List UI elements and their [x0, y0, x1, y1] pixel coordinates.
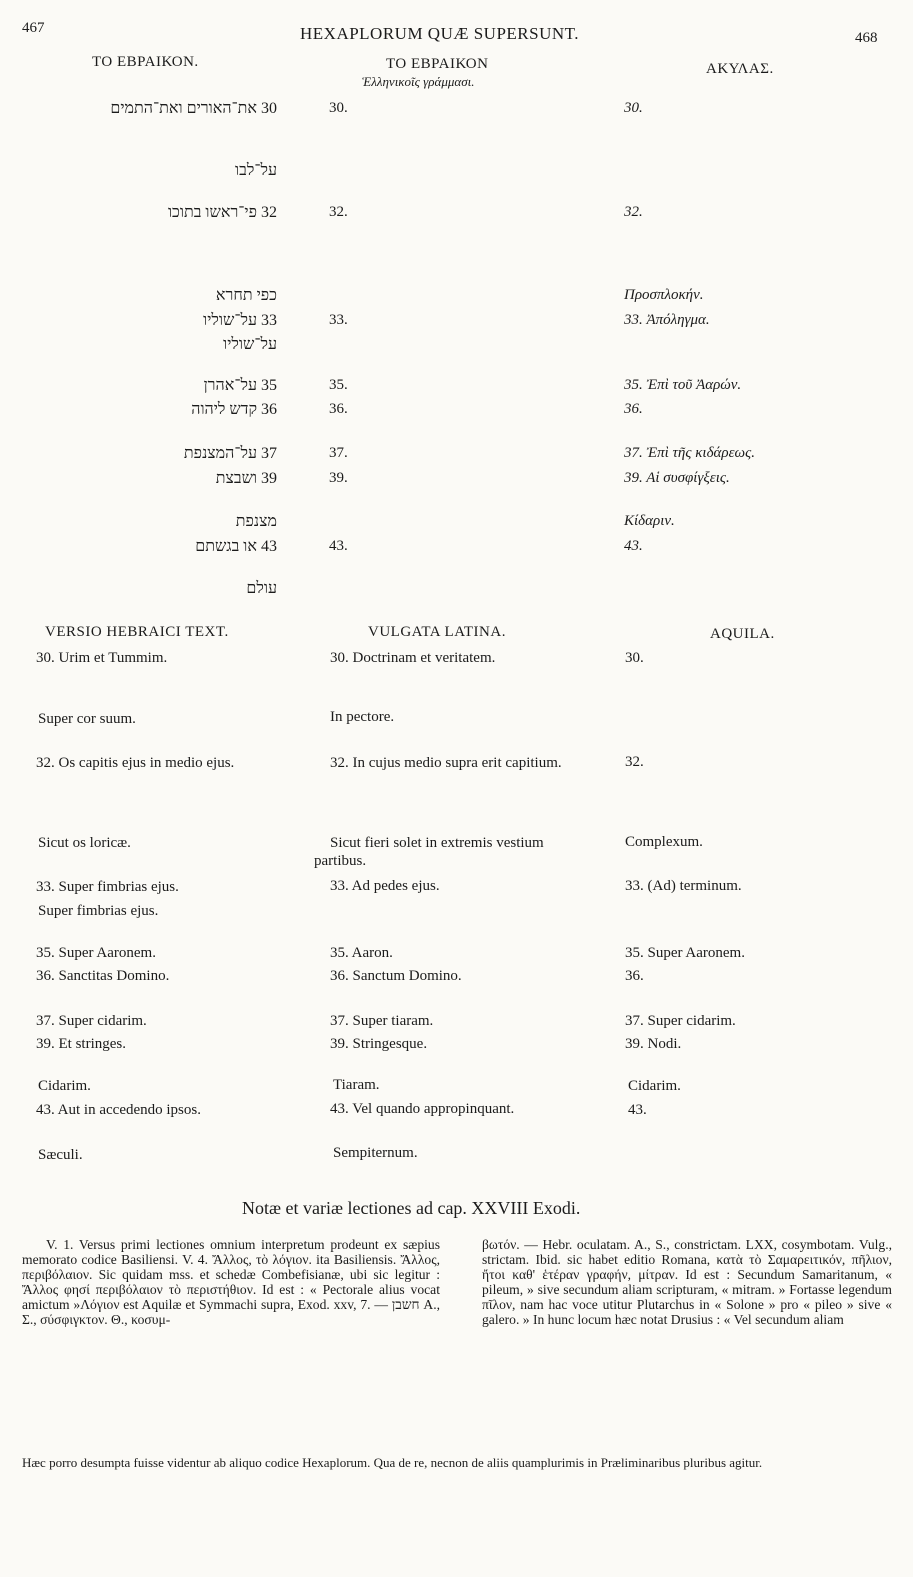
footnote: Hæc porro desumpta fuisse videntur ab aliquo codice Hexaplorum. Qua de re, necnon de aliis quamplurimis in Prælіminaribus pluribus agitur. [22, 1455, 763, 1470]
aquila-greek-cell: 39. Αἱ συσφίγξεις. [624, 470, 730, 486]
hebrew-line: 30 את־האורים ואת־התמים [110, 100, 277, 117]
hebrew-line: 35 על־אהרן [203, 377, 277, 394]
aquila-greek-cell: 43. [624, 538, 643, 554]
notes-left-column: V. 1. Versus primi lectiones omnium interpretum prodeunt ex sæpius memorato codice Basiliensi. V. 4. Ἄλλος, τὸ λόγιον. ita Basiliensis. Ἄλλος, περιβόλαιον. Sic quidam mss. et schedæ Combefisianæ, ubi sic legitur : Ἄλλος φησί περιβόλαιον τὸ περιστήθιον. Id est : « Pectorale alius vocat amictum »Λόγιον est Aquilæ et Symmachi supra, Exod. xxv, 7. — חשבן A., Σ., σύσφιγκτον. Θ., κοσυμ- [22, 1237, 440, 1327]
aquila-latin-cell: Complexum. [625, 834, 703, 850]
hebrew-line: 32 פי־ראשו בתוכו [167, 204, 277, 221]
col-head-aquila-latin: AQUILA. [710, 626, 775, 642]
vulgata-cell: 37. Super tiaram. [330, 1013, 434, 1029]
versio-cell: 35. Super Aaronem. [36, 945, 156, 961]
vulgata-cell: Sempiternum. [333, 1145, 418, 1161]
versio-cell: 33. Super fimbrias ejus. [36, 879, 179, 895]
versio-cell: Super fimbrias ejus. [38, 903, 159, 919]
aquila-greek-cell: 33. Ἀπόληγμα. [624, 312, 710, 328]
aquila-latin-cell: 33. (Ad) terminum. [625, 878, 742, 894]
col-head-hebrew-greek: ΤΟ ΕΒΡΑΙΚΟΝ [386, 56, 489, 72]
transliteration-cell: 39. [329, 470, 348, 486]
col-head-aquila-greek: ΑΚΥΛΑΣ. [706, 61, 774, 77]
vulgata-cell: 30. Doctrinam et veritatem. [330, 650, 496, 666]
col-head-hebrew: ΤΟ ΕΒΡΑΙΚΟΝ. [92, 54, 199, 70]
hebrew-line: כפי תחרא [215, 287, 277, 304]
versio-cell: Cidarim. [38, 1078, 91, 1094]
aquila-greek-cell: Προσπλοκήν. [624, 287, 704, 303]
vulgata-cell: Tiaram. [333, 1077, 380, 1093]
aquila-latin-cell: 32. [625, 754, 644, 770]
versio-cell: 43. Aut in accedendo ipsos. [36, 1102, 201, 1118]
aquila-latin-cell: 39. Nodi. [625, 1036, 682, 1052]
transliteration-cell: 43. [329, 538, 348, 554]
aquila-greek-cell: 30. [624, 100, 643, 116]
col-subhead-greek-letters: Ἑλληνικοῖς γράμμασι. [362, 74, 475, 89]
aquila-latin-cell: 30. [625, 650, 644, 666]
notes-title: Notæ et variæ lectiones ad cap. XXVIII Exodi. [242, 1198, 581, 1218]
hebrew-line: 36 קדש ליהוה [191, 401, 277, 418]
aquila-greek-cell: 37. Ἐπὶ τῆς κιδάρεως. [624, 445, 755, 461]
notes-right-column: βωτόν. — Hebr. oculatam. A., S., constrictam. LXX, cosymbotam. Vulg., strictam. Ibid. sic habet editio Romana, κατὰ τὸ Σαμαρειτικόν, πῆλιον, ἤτοι καθ' ἑτέραν γραφήν, μίτραν. Id est : Secundum Samaritanum, « pileum, » sive secundum aliam scripturam, « mitram. » Fortasse legendum πῖλον, nam hac voce utitur Plutarchus in « Solone » pro « pileo » sive « galero. » In hunc locum hæc notat Drusius : « Vel secundum aliam [482, 1237, 892, 1327]
vulgata-cell: 43. Vel quando appropinquant. [330, 1101, 515, 1117]
aquila-greek-cell: 36. [624, 401, 643, 417]
vulgata-cell: In pectore. [330, 709, 395, 725]
transliteration-cell: 36. [329, 401, 348, 417]
col-head-versio: VERSIO HEBRAICI TEXT. [45, 624, 229, 640]
versio-cell: 30. Urim et Tummim. [36, 650, 168, 666]
versio-cell: 37. Super cidarim. [36, 1013, 147, 1029]
aquila-greek-cell: Κίδαριν. [624, 513, 675, 529]
aquila-greek-cell: 35. Ἐπὶ τοῦ Ἀαρών. [624, 377, 742, 393]
aquila-latin-cell: Cidarim. [628, 1078, 681, 1094]
aquila-latin-cell: 36. [625, 968, 644, 984]
hebrew-line: 43 או בגשתם [195, 538, 277, 555]
vulgata-cell: 35. Aaron. [330, 945, 393, 961]
versio-cell: Sicut os loricæ. [38, 835, 131, 851]
hebrew-line: 37 על־המצנפת [183, 445, 277, 462]
aquila-latin-cell: 43. [628, 1102, 647, 1118]
transliteration-cell: 32. [329, 204, 348, 220]
hebrew-line: 33 על־שוליו [203, 312, 277, 329]
col-head-vulgata: VULGATA LATINA. [368, 624, 506, 640]
vulgata-cell: 33. Ad pedes ejus. [330, 878, 440, 894]
versio-cell: Super cor suum. [38, 711, 136, 727]
vulgata-cell: Sicut fieri solet in extremis vestium partibus. [314, 835, 544, 869]
hebrew-line: על־שוליו [223, 336, 277, 353]
aquila-latin-cell: 37. Super cidarim. [625, 1013, 736, 1029]
versio-cell: Sæculi. [38, 1147, 83, 1163]
running-title: HEXAPLORUM QUÆ SUPERSUNT. [300, 24, 580, 43]
vulgata-cell: 36. Sanctum Domino. [330, 968, 462, 984]
vulgata-cell: 32. In cujus medio supra erit capitium. [330, 755, 562, 771]
page-number-left: 467 [22, 20, 45, 36]
aquila-latin-cell: 35. Super Aaronem. [625, 945, 745, 961]
hebrew-line: עולם [246, 580, 277, 597]
versio-cell: 39. Et stringes. [36, 1036, 126, 1052]
versio-cell: 32. Os capitis ejus in medio ejus. [36, 755, 235, 771]
hebrew-line: 39 ושבצת [215, 470, 277, 487]
transliteration-cell: 33. [329, 312, 348, 328]
vulgata-cell: 39. Stringesque. [330, 1036, 428, 1052]
hebrew-line: מצנפת [235, 513, 277, 530]
aquila-greek-cell: 32. [624, 204, 643, 220]
versio-cell: 36. Sanctitas Domino. [36, 968, 170, 984]
hebrew-line: על־לבו [235, 162, 277, 179]
transliteration-cell: 37. [329, 445, 348, 461]
transliteration-cell: 35. [329, 377, 348, 393]
page-number-right: 468 [855, 30, 878, 46]
transliteration-cell: 30. [329, 100, 348, 116]
